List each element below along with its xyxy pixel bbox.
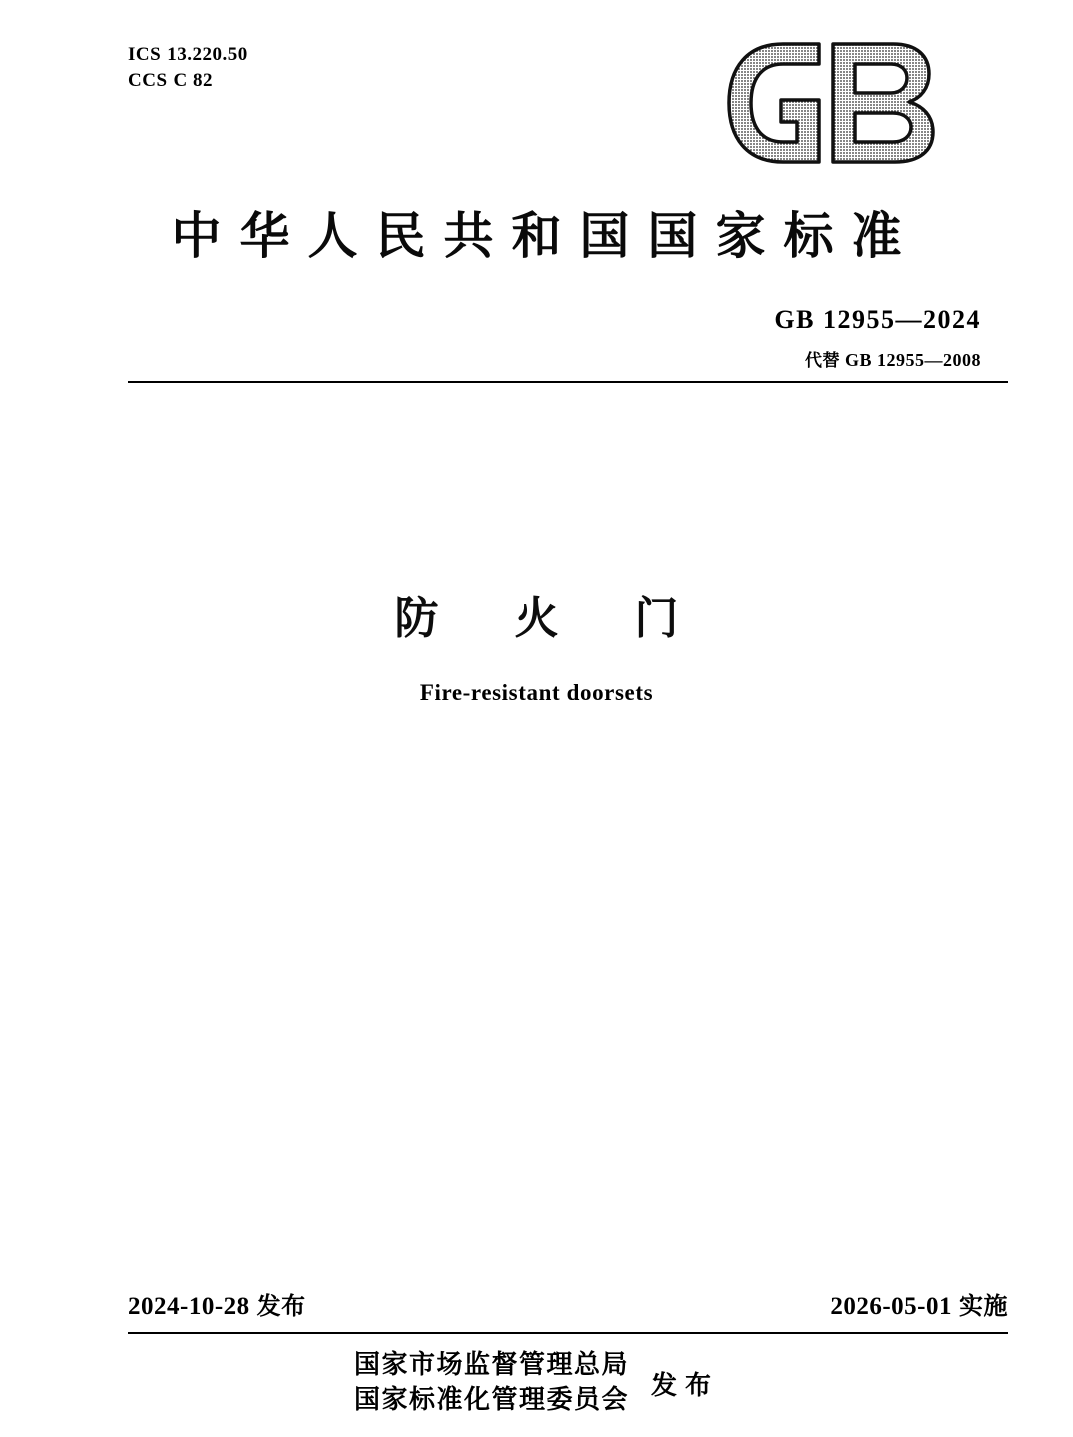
publisher-block: [0, 1348, 1073, 1418]
replaces-number: GB 12955—2008: [844, 350, 981, 370]
implementation-date: [830, 1286, 1008, 1321]
standard-number: GB 12955—2024: [774, 305, 981, 334]
document-title-en: Fire-resistant doorsets: [419, 680, 654, 705]
gb-logo-icon: [723, 38, 953, 168]
ics-code-line: [128, 42, 248, 68]
issue-date-value: 2024-10-28: [128, 1293, 250, 1320]
ccs-label: CCS: [128, 70, 168, 91]
classification-codes: [128, 42, 248, 94]
implementation-date-value: 2026-05-01: [830, 1293, 952, 1320]
national-standard-title: 中华人民共和国国家标准: [171, 207, 920, 265]
footer-divider: [128, 1332, 1008, 1334]
replaces-prefix: 代替: [804, 351, 840, 371]
ics-value: 13.220.50: [167, 44, 248, 65]
ics-label: ICS: [128, 44, 162, 65]
implementation-date-label: 实施: [959, 1292, 1008, 1320]
publisher-organizations: [354, 1348, 629, 1418]
document-title-cn: 防火门: [394, 593, 755, 644]
publisher-org-line-2: 国家标准化管理委员会: [353, 1385, 629, 1415]
ccs-value: C 82: [173, 70, 213, 91]
issue-date: [128, 1286, 306, 1321]
issue-date-label: 发布: [256, 1292, 306, 1320]
publish-label: 发布: [651, 1370, 720, 1401]
header-divider: [128, 381, 1008, 383]
standard-number-block: [774, 305, 981, 371]
publisher-org-line-1: 国家市场监督管理总局: [353, 1350, 629, 1380]
ccs-code-line: [128, 68, 248, 94]
replaces-line: [774, 346, 981, 371]
